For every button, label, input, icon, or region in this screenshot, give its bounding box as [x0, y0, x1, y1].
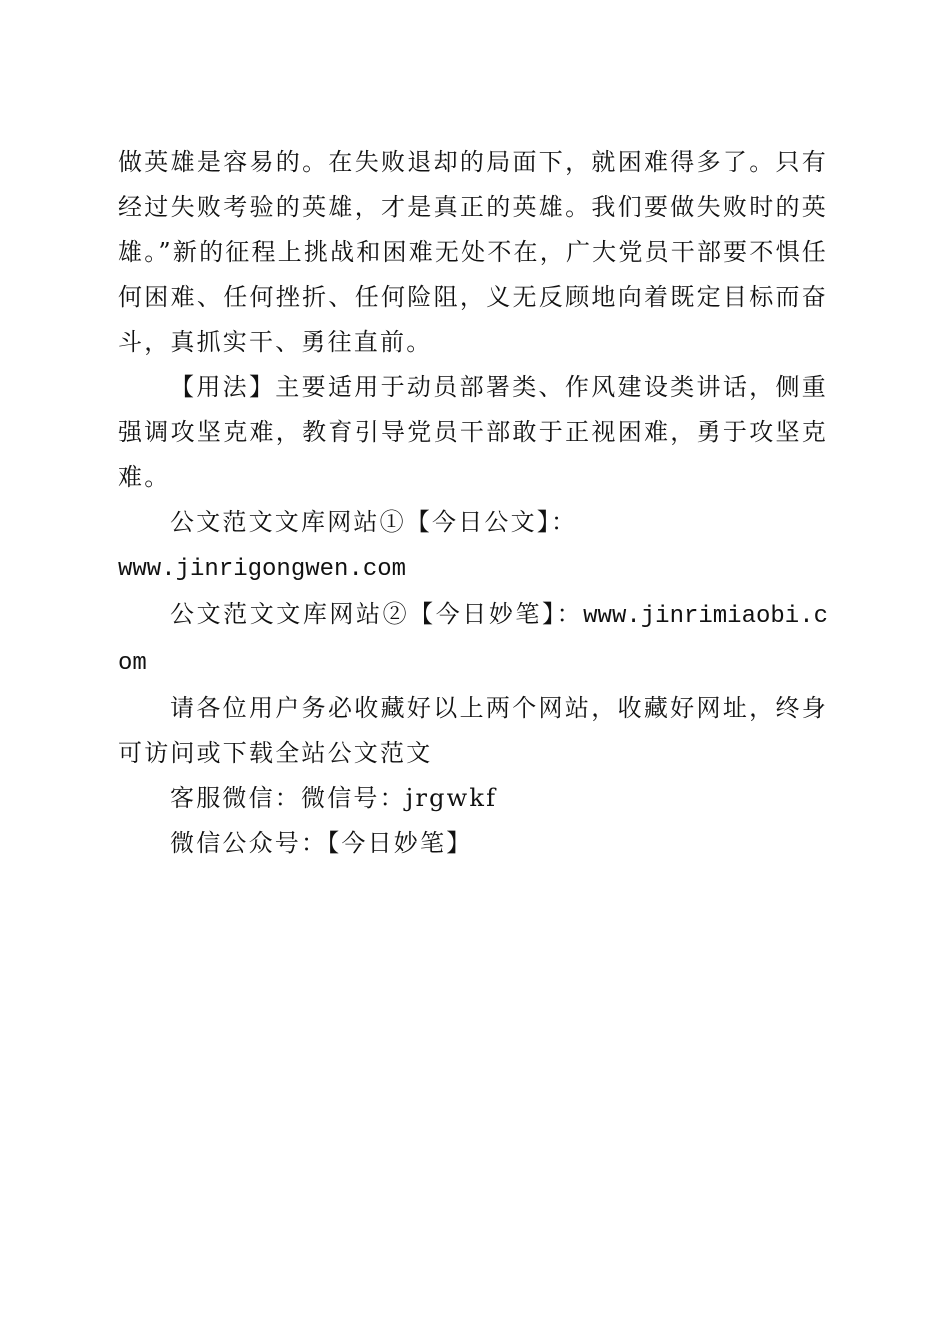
service-wechat: 客服微信：微信号：jrgwkf	[170, 784, 498, 812]
document-body	[118, 140, 828, 866]
official-account: 微信公众号：【今日妙笔】	[170, 829, 473, 857]
paragraph-body: 做英雄是容易的。在失败退却的局面下，就困难得多了。只有经过失败考验的英雄，才是真正的英雄。我们要做失败时的英雄。”新的征程上挑战和困难无处不在，广大党员干部要不惧任何困难、任何挫折、任何险阻，义无反顾地向着既定目标而奋斗，真抓实干、勇往直前。	[118, 148, 828, 356]
site-2-url[interactable]: www.jinrimiaobi.com	[118, 603, 828, 677]
bookmark-notice: 请各位用户务必收藏好以上两个网站，收藏好网址，终身可访问或下载全站公文范文	[118, 694, 828, 767]
site-1-line	[118, 500, 828, 592]
usage-note: 【用法】主要适用于动员部署类、作风建设类讲话，侧重强调攻坚克难，教育引导党员干部敢于正视困难，勇于攻坚克难。	[118, 373, 828, 491]
site-1-url[interactable]: www.jinrigongwen.com	[118, 556, 407, 583]
site-2-label: 公文范文文库网站②【今日妙笔】：	[170, 600, 584, 628]
site-1-label: 公文范文文库网站①【今日公文】：	[170, 508, 578, 536]
site-2-line	[118, 592, 828, 686]
